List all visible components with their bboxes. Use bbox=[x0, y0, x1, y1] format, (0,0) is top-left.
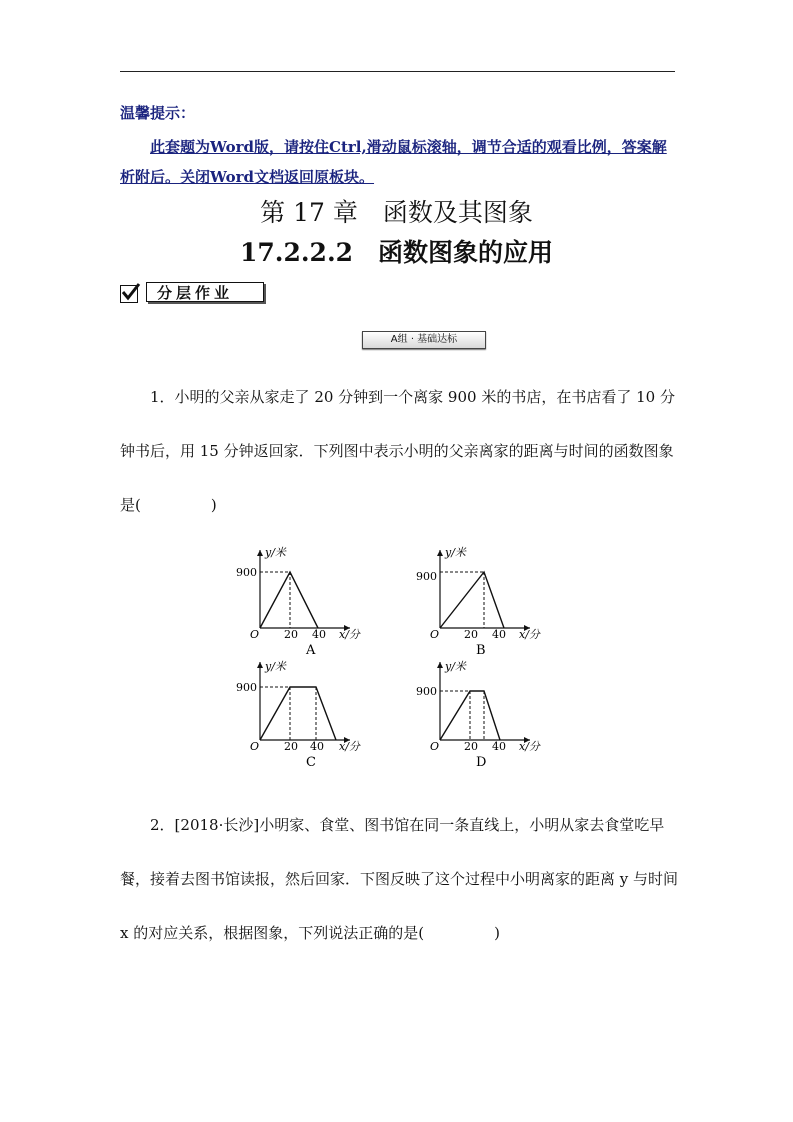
y-tick-label: 900 bbox=[236, 681, 257, 694]
origin-label: O bbox=[250, 740, 260, 753]
y-tick-label: 900 bbox=[416, 685, 437, 698]
group-badge: A组 · 基础达标 bbox=[362, 331, 486, 349]
graph-label: D bbox=[476, 755, 487, 770]
x-tick-label: 40 bbox=[312, 628, 326, 641]
x-tick-label: 20 bbox=[464, 628, 478, 641]
graph-c bbox=[232, 658, 370, 778]
y-tick-label: 900 bbox=[236, 566, 257, 579]
question-2 bbox=[120, 798, 680, 960]
x-tick-label: 40 bbox=[492, 740, 506, 753]
x-axis-label: x/分 bbox=[519, 628, 540, 641]
question-2-close: ) bbox=[494, 924, 500, 942]
top-rule bbox=[120, 71, 675, 72]
y-tick-label: 900 bbox=[416, 570, 437, 583]
x-tick-label: 20 bbox=[464, 740, 478, 753]
x-axis-label: x/分 bbox=[339, 740, 360, 753]
graph-label: C bbox=[306, 755, 316, 770]
x-tick-label: 40 bbox=[310, 740, 324, 753]
y-axis-label: y/米 bbox=[265, 660, 286, 673]
graph-d bbox=[412, 658, 550, 778]
section-title: 17.2.2.2 函数图象的应用 bbox=[239, 238, 554, 267]
graph-a bbox=[232, 542, 370, 662]
tip-title: 温馨提示： bbox=[120, 104, 196, 122]
y-axis-label: y/米 bbox=[265, 546, 286, 559]
origin-label: O bbox=[250, 628, 260, 641]
origin-label: O bbox=[430, 628, 440, 641]
graph-b bbox=[412, 542, 550, 662]
question-1-text: 1．小明的父亲从家走了 20 分钟到一个离家 900 米的书店，在书店看了 10 分钟书后，用 15 分钟返回家．下列图中表示小明的父亲离家的距离与时间的函数图象是( bbox=[120, 388, 675, 514]
graph-label: A bbox=[306, 643, 316, 658]
question-1 bbox=[120, 370, 680, 532]
graph-label: B bbox=[476, 643, 486, 658]
x-tick-label: 20 bbox=[284, 628, 298, 641]
question-1-close: ) bbox=[210, 496, 217, 514]
x-axis-label: x/分 bbox=[519, 740, 540, 753]
tip-body[interactable]: 此套题为Word版，请按住Ctrl,滑动鼠标滚轴，调节合适的观看比例，答案解析附后。关闭Word文档返回原板块。 bbox=[120, 138, 667, 186]
origin-label: O bbox=[430, 740, 440, 753]
x-tick-label: 40 bbox=[492, 628, 506, 641]
y-axis-label: y/米 bbox=[445, 546, 466, 559]
chapter-title: 第 17 章 函数及其图象 bbox=[260, 198, 533, 227]
y-axis-label: y/米 bbox=[445, 660, 466, 673]
layer-tag: 分层作业 bbox=[146, 282, 264, 302]
checkbox-icon bbox=[120, 285, 138, 303]
x-tick-label: 20 bbox=[284, 740, 298, 753]
x-axis-label: x/分 bbox=[339, 628, 360, 641]
question-2-text: 2．[2018·长沙]小明家、食堂、图书馆在同一条直线上，小明从家去食堂吃早餐，接着去图书馆读报，然后回家．下图反映了这个过程中小明离家的距离 y 与时间 x 的对应关系，根据图象，下列说法正确的是( bbox=[120, 816, 679, 942]
